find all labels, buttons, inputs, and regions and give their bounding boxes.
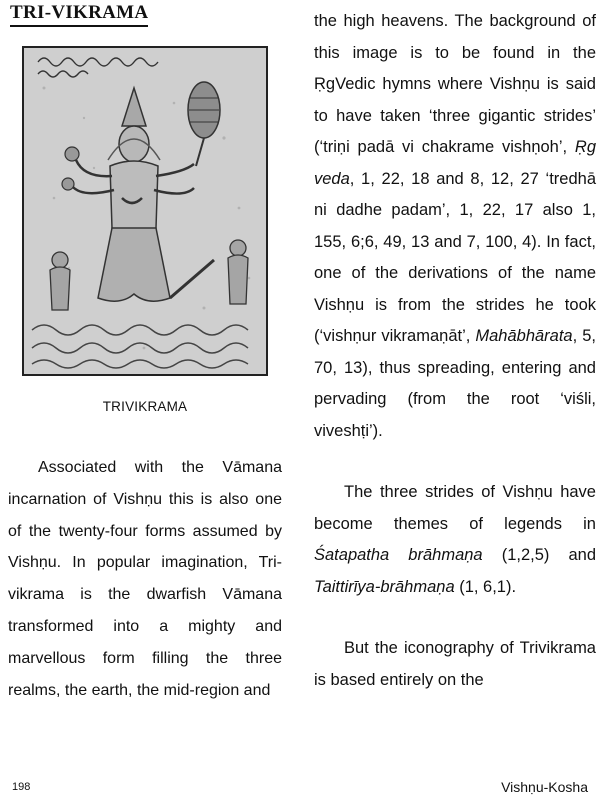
running-title: Vishṇu-Kosha: [501, 779, 588, 795]
text-run: the high heavens. The background of this image is to be found in the: [314, 12, 596, 62]
work-title: Mahābhārata: [475, 327, 573, 345]
right-text-column: [314, 6, 596, 696]
trivikrama-illustration: [22, 46, 268, 376]
text-run: , 5, 70, 13), thus spreading, entering and pervading (from the root ‘viśli, viveshṭi’).: [314, 327, 597, 440]
text-run: (1,2,5) and: [482, 546, 596, 564]
figure-caption: TRIVIKRAMA: [102, 399, 188, 414]
text-run: Ṛg: [314, 75, 336, 93]
text-run: (1, 6,1).: [454, 577, 517, 596]
paragraph: [314, 6, 596, 447]
text-run: The three strides of Vishṇu have become themes of legends in: [314, 483, 596, 533]
text-run: Vedic hymns where Vishṇu is said to have taken ‘three gigantic strides’ (‘triṇi padā vi chakrame vishṇoh’,: [314, 75, 596, 156]
page-number: 198: [12, 781, 31, 793]
text-run: , 1, 22, 18 and 8, 12, 27 ‘tredhā ni dadhe padam’, 1, 22, 17 also 1, 155, 6;6, 49, 13 and 7, 100, 4). In fact, one of the derivations of the name Vishṇu is from the strides he took (‘vishṇur vikramaṇāt’,: [314, 169, 596, 345]
paragraph: [314, 477, 596, 603]
paragraph-gap: [314, 447, 596, 477]
trivikrama-drawing-icon: [24, 48, 266, 374]
paragraph: But the iconography of Trivikrama is based entirely on the: [314, 639, 596, 689]
paragraph-gap: [314, 603, 596, 633]
paragraph: Associated with the Vāmana incarnation of Vishṇu this is also one of the twenty-four forms assumed by Vishṇu. In popular imagination, Tri-vikrama is the dwarfish Vāmana transformed into a mighty and marvellous form filling the three realms, the earth, the mid-region and: [8, 459, 282, 699]
section-heading: TRI-VIKRAMA: [10, 2, 148, 27]
work-title: Śatapatha brāhmaṇa: [314, 546, 483, 564]
left-text-column: [8, 452, 282, 706]
work-title: Ṛg veda: [314, 138, 596, 188]
work-title: Taittirīya-brāhmaṇa: [314, 577, 455, 596]
